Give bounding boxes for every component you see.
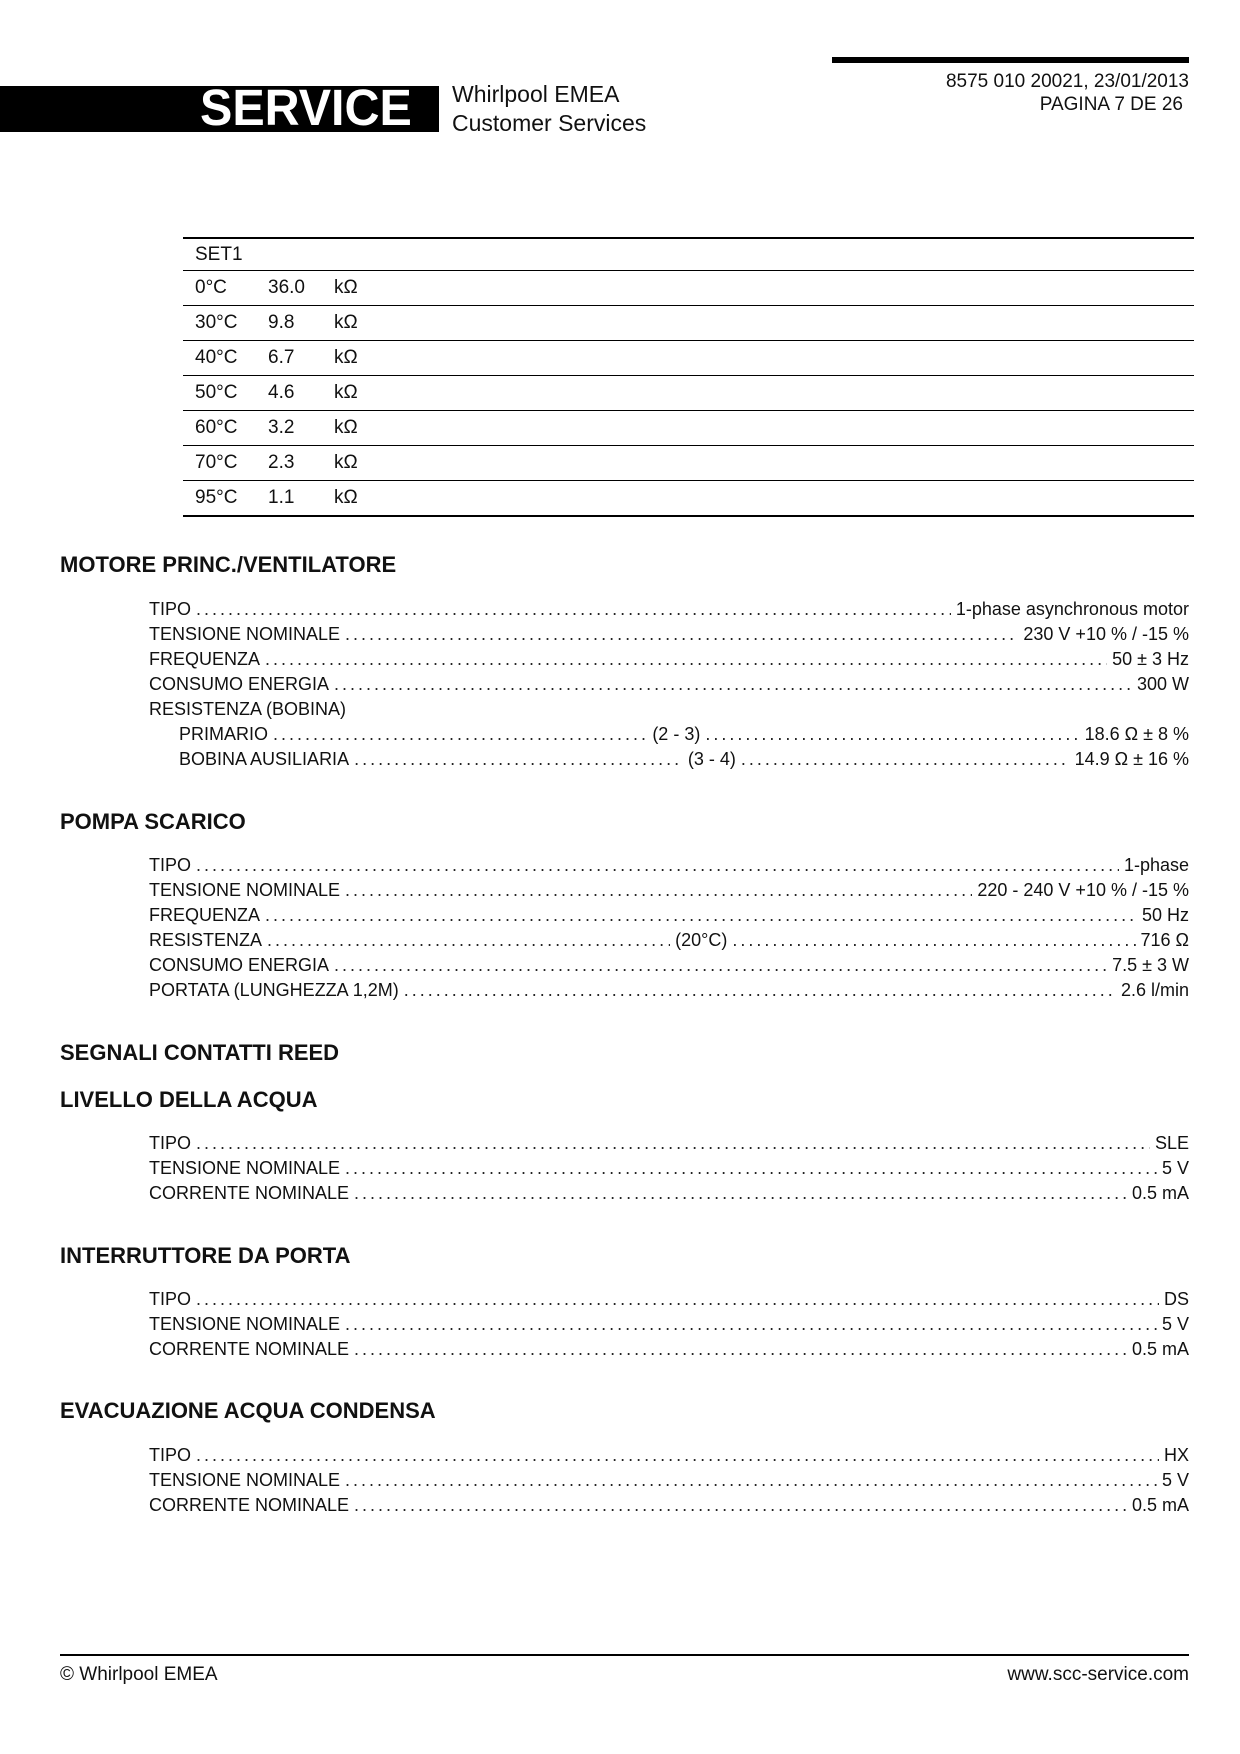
spec-row-tensione (149, 1312, 1189, 1337)
unit-cell: kΩ (334, 446, 1194, 481)
spec-value: 5 V (1161, 1470, 1189, 1490)
footer-rule (60, 1654, 1189, 1656)
dot-leader (354, 747, 683, 772)
spec-row-portata (149, 978, 1189, 1003)
temperature-cell: 60°C (183, 411, 268, 446)
spec-value: DS (1163, 1289, 1189, 1309)
section-title-motore: MOTORE PRINC./VENTILATORE (60, 552, 397, 577)
evacuazione-spec-list (149, 1443, 1189, 1518)
company-name (452, 80, 646, 138)
footer-copyright: © Whirlpool EMEA (60, 1664, 218, 1685)
spec-value: 0.5 mA (1131, 1339, 1189, 1359)
temperature-cell: 95°C (183, 481, 268, 517)
dot-leader (196, 1443, 1159, 1468)
unit-cell: kΩ (334, 341, 1194, 376)
spec-label: TIPO (149, 1133, 192, 1153)
spec-row-frequenza (149, 647, 1189, 672)
spec-row-tipo (149, 853, 1189, 878)
table-header-row (183, 238, 1194, 271)
resistance-value-cell: 3.2 (268, 411, 334, 446)
spec-value: 230 V +10 % / -15 % (1023, 624, 1189, 644)
spec-row-tipo (149, 1131, 1189, 1156)
unit-cell: kΩ (334, 481, 1194, 517)
spec-value: 50 ± 3 Hz (1112, 649, 1189, 669)
spec-condition: (20°C) (675, 930, 728, 950)
dot-leader (354, 1493, 1127, 1518)
spec-value: SLE (1154, 1133, 1189, 1153)
resistance-value-cell: 36.0 (268, 271, 334, 306)
spec-label: FREQUENZA (149, 649, 261, 669)
spec-value: 1-phase (1123, 855, 1189, 875)
spec-label: PRIMARIO (179, 724, 269, 744)
spec-label: TENSIONE NOMINALE (149, 1470, 341, 1490)
spec-value: 0.5 mA (1131, 1183, 1189, 1203)
spec-value: 2.6 l/min (1120, 980, 1189, 1000)
spec-row-resistenza (149, 697, 1189, 722)
spec-value: 18.6 Ω ± 8 % (1084, 724, 1190, 744)
dot-leader (334, 672, 1132, 697)
temperature-cell: 70°C (183, 446, 268, 481)
dot-leader (196, 1131, 1150, 1156)
dot-leader (334, 953, 1107, 978)
dot-leader (345, 1468, 1157, 1493)
spec-label: BOBINA AUSILIARIA (179, 749, 350, 769)
company-line-2: Customer Services (452, 110, 647, 136)
spec-row-tensione (149, 1156, 1189, 1181)
motore-spec-list (149, 597, 1189, 772)
unit-cell: kΩ (334, 411, 1194, 446)
resistance-value-cell: 2.3 (268, 446, 334, 481)
spec-label: CONSUMO ENERGIA (149, 674, 330, 694)
dot-leader (273, 722, 647, 747)
page-number: PAGINA 7 DE 26 (1039, 94, 1183, 115)
table-row (183, 446, 1194, 481)
spec-label: RESISTENZA (149, 930, 263, 950)
spec-row-corrente (149, 1181, 1189, 1206)
spec-row-corrente (149, 1493, 1189, 1518)
spec-value: 5 V (1161, 1158, 1189, 1178)
spec-value: 220 - 240 V +10 % / -15 % (977, 880, 1189, 900)
dot-leader (265, 647, 1107, 672)
dot-leader (741, 747, 1070, 772)
spec-row-consumo (149, 953, 1189, 978)
livello-spec-list (149, 1131, 1189, 1206)
spec-row-tipo (149, 1443, 1189, 1468)
table-row (183, 341, 1194, 376)
spec-terminals: (3 - 4) (687, 749, 736, 769)
dot-leader (732, 928, 1135, 953)
resistance-value-cell: 9.8 (268, 306, 334, 341)
temperature-cell: 40°C (183, 341, 268, 376)
spec-label: PORTATA (LUNGHEZZA 1,2M) (149, 980, 399, 1000)
spec-row-corrente (149, 1337, 1189, 1362)
spec-value: HX (1163, 1445, 1189, 1465)
section-title-pompa: POMPA SCARICO (60, 809, 246, 834)
dot-leader (265, 903, 1137, 928)
spec-row-tensione (149, 1468, 1189, 1493)
service-logo-text: SERVICE (200, 79, 412, 136)
spec-row-tensione (149, 878, 1189, 903)
spec-value: 300 W (1136, 674, 1189, 694)
spec-value: 7.5 ± 3 W (1112, 955, 1189, 975)
spec-label: TIPO (149, 1289, 192, 1309)
spec-row-resistenza (149, 928, 1189, 953)
resistance-value-cell: 1.1 (268, 481, 334, 517)
spec-label: FREQUENZA (149, 905, 261, 925)
spec-row-frequenza (149, 903, 1189, 928)
dot-leader (345, 622, 1018, 647)
spec-label: TENSIONE NOMINALE (149, 880, 341, 900)
set1-resistance-table (183, 237, 1194, 517)
pompa-spec-list (149, 853, 1189, 1003)
dot-leader (345, 878, 972, 903)
dot-leader (705, 722, 1079, 747)
spec-value: 1-phase asynchronous motor (955, 599, 1189, 619)
spec-label: CORRENTE NOMINALE (149, 1339, 350, 1359)
spec-row-ausiliaria (149, 747, 1189, 772)
spec-label: CONSUMO ENERGIA (149, 955, 330, 975)
spec-label: TENSIONE NOMINALE (149, 624, 341, 644)
temperature-cell: 50°C (183, 376, 268, 411)
document-reference: 8575 010 20021, 23/01/2013 (945, 71, 1189, 92)
spec-value: 5 V (1161, 1314, 1189, 1334)
resistance-value-cell: 4.6 (268, 376, 334, 411)
spec-row-tipo (149, 1287, 1189, 1312)
spec-label: CORRENTE NOMINALE (149, 1183, 350, 1203)
spec-row-consumo (149, 672, 1189, 697)
unit-cell: kΩ (334, 306, 1194, 341)
temperature-cell: 0°C (183, 271, 268, 306)
section-title-evacuazione: EVACUAZIONE ACQUA CONDENSA (60, 1398, 436, 1423)
spec-row-tipo (149, 597, 1189, 622)
table-title: SET1 (195, 243, 243, 265)
spec-label: RESISTENZA (BOBINA) (149, 699, 347, 719)
spec-label: TENSIONE NOMINALE (149, 1314, 341, 1334)
table-row (183, 306, 1194, 341)
spec-terminals: (2 - 3) (652, 724, 701, 744)
resistance-value-cell: 6.7 (268, 341, 334, 376)
spec-value: 0.5 mA (1131, 1495, 1189, 1515)
spec-row-primario (149, 722, 1189, 747)
spec-label: TIPO (149, 599, 192, 619)
footer-website-link[interactable]: www.scc-service.com (1007, 1664, 1189, 1685)
company-line-1: Whirlpool EMEA (452, 81, 620, 107)
spec-label: TIPO (149, 1445, 192, 1465)
dot-leader (354, 1181, 1127, 1206)
dot-leader (345, 1312, 1157, 1337)
dot-leader (404, 978, 1116, 1003)
temperature-cell: 30°C (183, 306, 268, 341)
spec-label: TENSIONE NOMINALE (149, 1158, 341, 1178)
document-info (946, 70, 1189, 116)
section-title-livello: LIVELLO DELLA ACQUA (60, 1087, 318, 1112)
section-title-interruttore: INTERRUTTORE DA PORTA (60, 1243, 351, 1268)
dot-leader (196, 853, 1119, 878)
dot-leader (196, 597, 951, 622)
dot-leader (196, 1287, 1159, 1312)
spec-value: 716 Ω (1140, 930, 1189, 950)
table-row (183, 411, 1194, 446)
spec-row-tensione (149, 622, 1189, 647)
table-row (183, 481, 1194, 517)
header-rule (832, 57, 1189, 63)
unit-cell: kΩ (334, 376, 1194, 411)
table-row (183, 376, 1194, 411)
spec-label: TIPO (149, 855, 192, 875)
unit-cell: kΩ (334, 271, 1194, 306)
spec-value: 50 Hz (1141, 905, 1189, 925)
spec-value: 14.9 Ω ± 16 % (1074, 749, 1189, 769)
section-title-segnali: SEGNALI CONTATTI REED (60, 1040, 340, 1065)
dot-leader (267, 928, 670, 953)
dot-leader (354, 1337, 1127, 1362)
interruttore-spec-list (149, 1287, 1189, 1362)
spec-label: CORRENTE NOMINALE (149, 1495, 350, 1515)
table-row (183, 271, 1194, 306)
dot-leader (345, 1156, 1157, 1181)
